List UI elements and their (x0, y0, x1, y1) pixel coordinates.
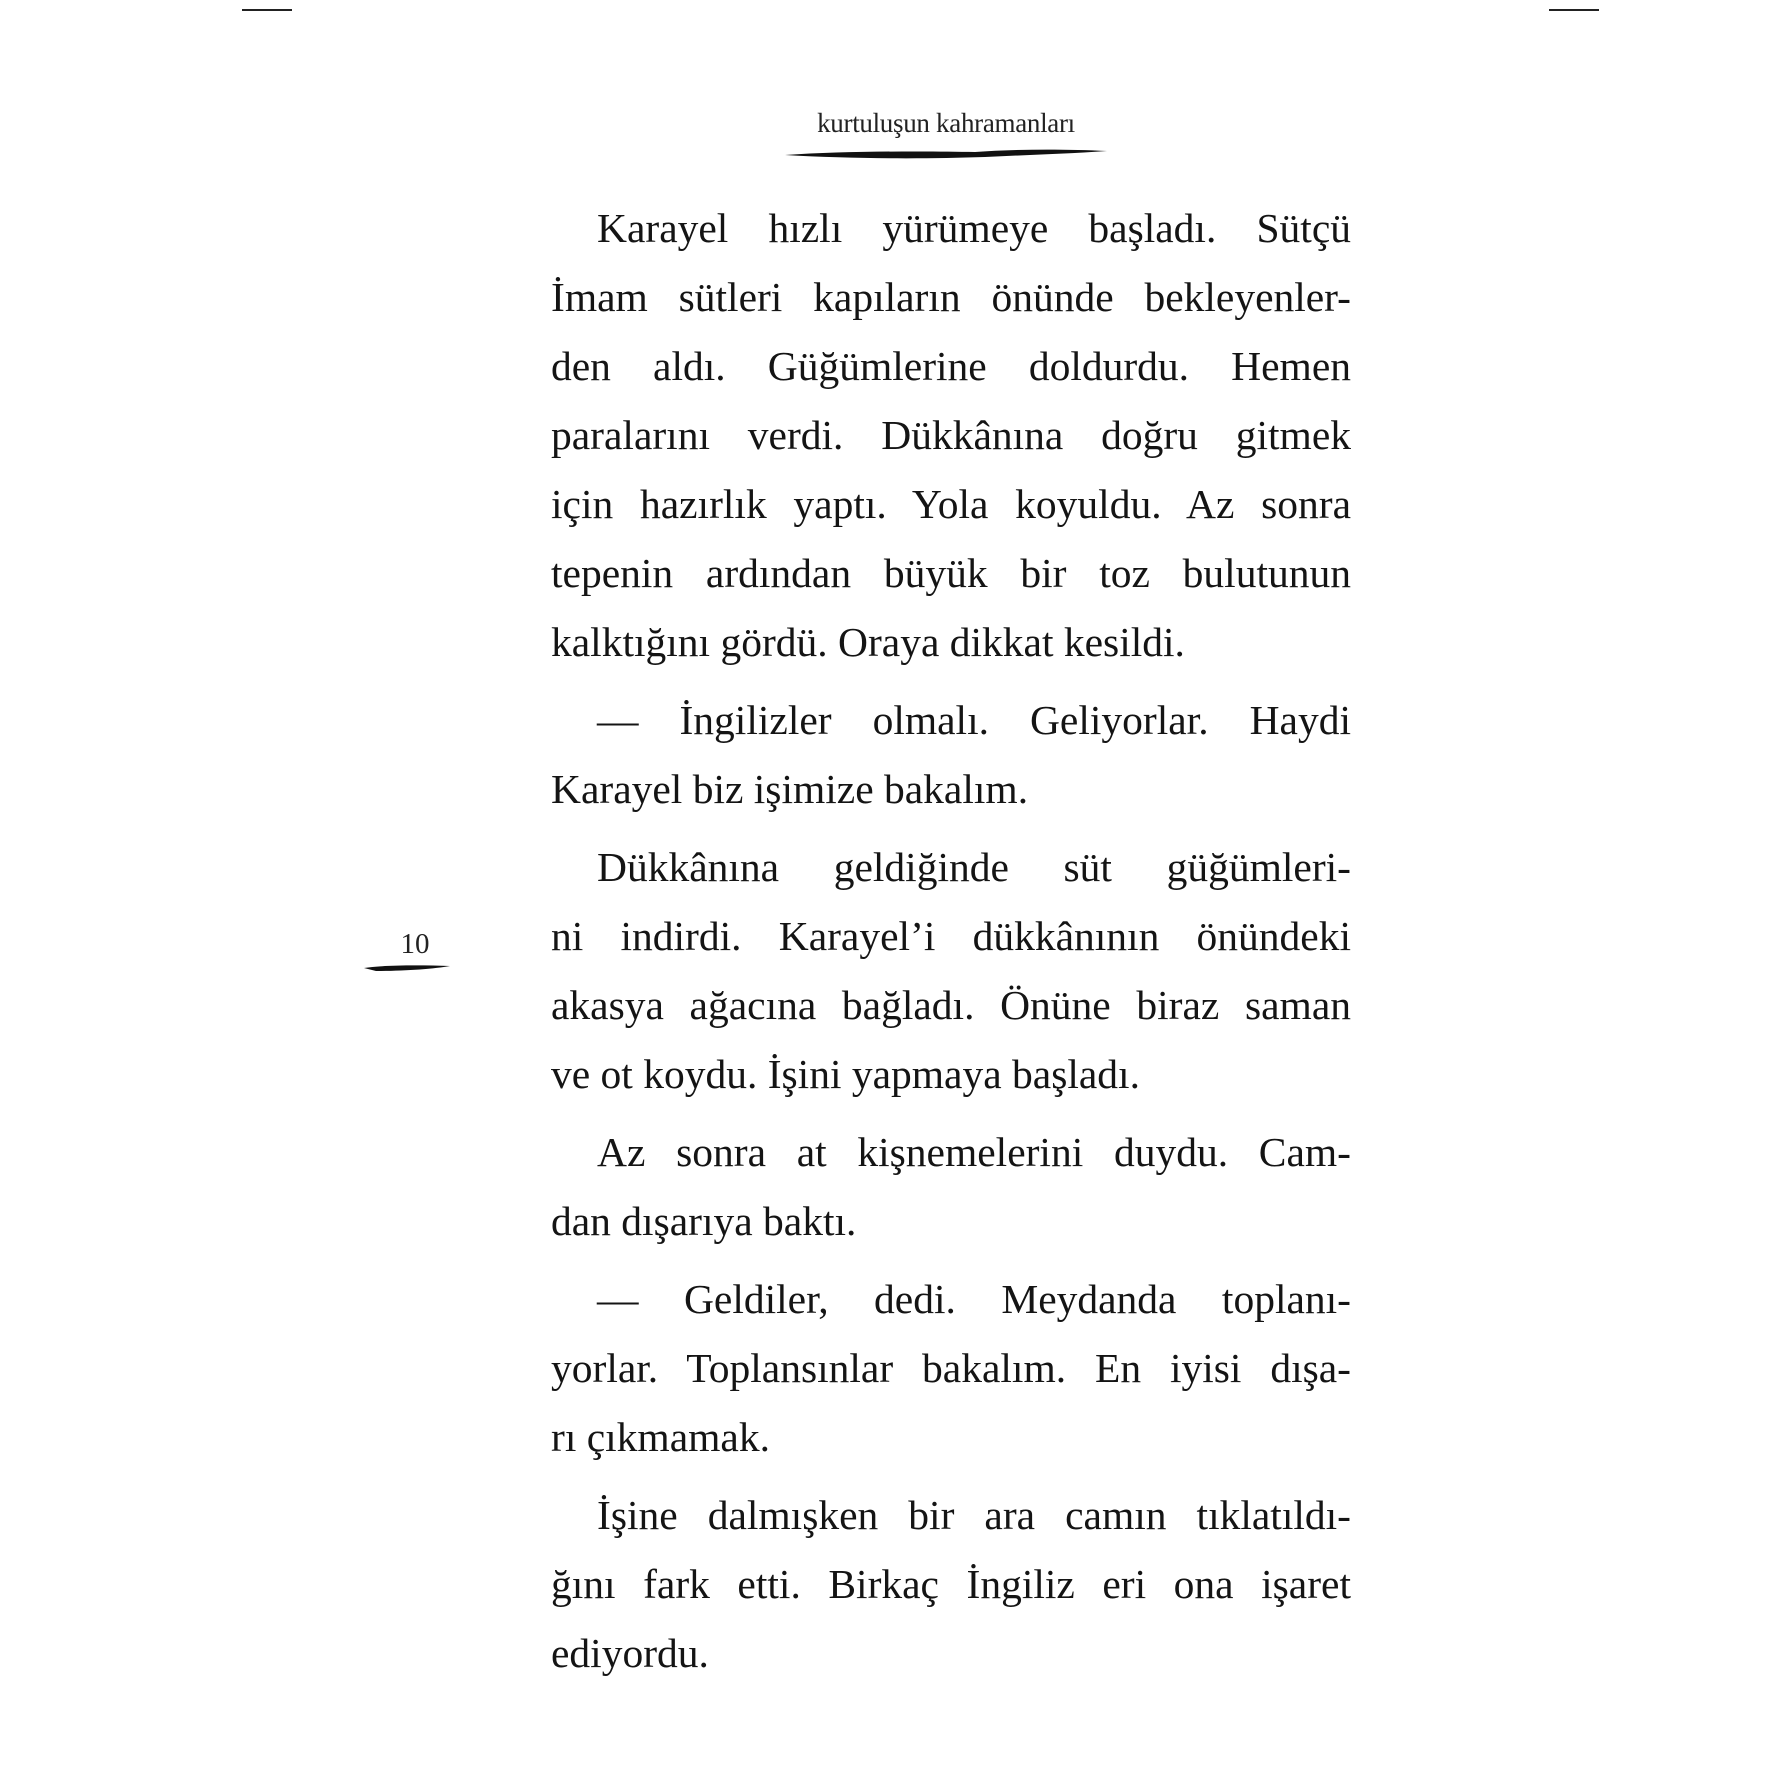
text-line: İşine dalmışken bir ara camın tıklatıldı- (597, 1492, 1351, 1538)
text-line: paralarını verdi. Dükkânına doğru gitmek (551, 412, 1351, 458)
text-line: ve ot koydu. İşini yapmaya başladı. (551, 1051, 1140, 1097)
crop-mark-left (242, 9, 292, 11)
paragraph (551, 1265, 1351, 1472)
text-line: kalktığını gördü. Oraya dikkat kesildi. (551, 619, 1185, 665)
text-line: İmam sütleri kapıların önünde bekleyenler- (551, 274, 1351, 320)
text-line: ediyordu. (551, 1630, 709, 1676)
paragraph (551, 1118, 1351, 1256)
text-line: için hazırlık yaptı. Yola koyuldu. Az sonra (551, 481, 1351, 527)
text-line: ni indirdi. Karayel’i dükkânının önündeki (551, 913, 1351, 959)
body-text (551, 194, 1351, 1697)
text-line: yorlar. Toplansınlar bakalım. En iyisi dışa- (551, 1345, 1351, 1391)
text-line: akasya ağacına bağladı. Önüne biraz saman (551, 982, 1351, 1028)
text-line: dan dışarıya baktı. (551, 1198, 857, 1244)
text-line: Karayel hızlı yürümeye başladı. Sütçü (597, 205, 1351, 251)
text-line: Dükkânına geldiğinde süt güğümleri- (597, 844, 1351, 890)
paragraph (551, 686, 1351, 824)
running-head: kurtuluşun kahramanları (817, 108, 1075, 138)
text-line: — Geldiler, dedi. Meydanda toplanı- (597, 1276, 1351, 1322)
text-line: den aldı. Güğümlerine doldurdu. Hemen (551, 343, 1351, 389)
paragraph (551, 833, 1351, 1109)
page-number: 10 (400, 928, 430, 960)
text-line: ğını fark etti. Birkaç İngiliz eri ona işaret (551, 1561, 1351, 1607)
text-line: Az sonra at kişnemelerini duydu. Cam- (597, 1129, 1351, 1175)
text-line: tepenin ardından büyük bir toz bulutunun (551, 550, 1351, 596)
page-number-brush-stroke (364, 962, 450, 974)
text-line: Karayel biz işimize bakalım. (551, 766, 1029, 812)
running-head-brush-stroke (785, 146, 1107, 162)
paragraph (551, 194, 1351, 677)
paragraph (551, 1481, 1351, 1688)
text-line: rı çıkmamak. (551, 1414, 770, 1460)
crop-mark-right (1549, 9, 1599, 11)
text-line: — İngilizler olmalı. Geliyorlar. Haydi (597, 697, 1351, 743)
